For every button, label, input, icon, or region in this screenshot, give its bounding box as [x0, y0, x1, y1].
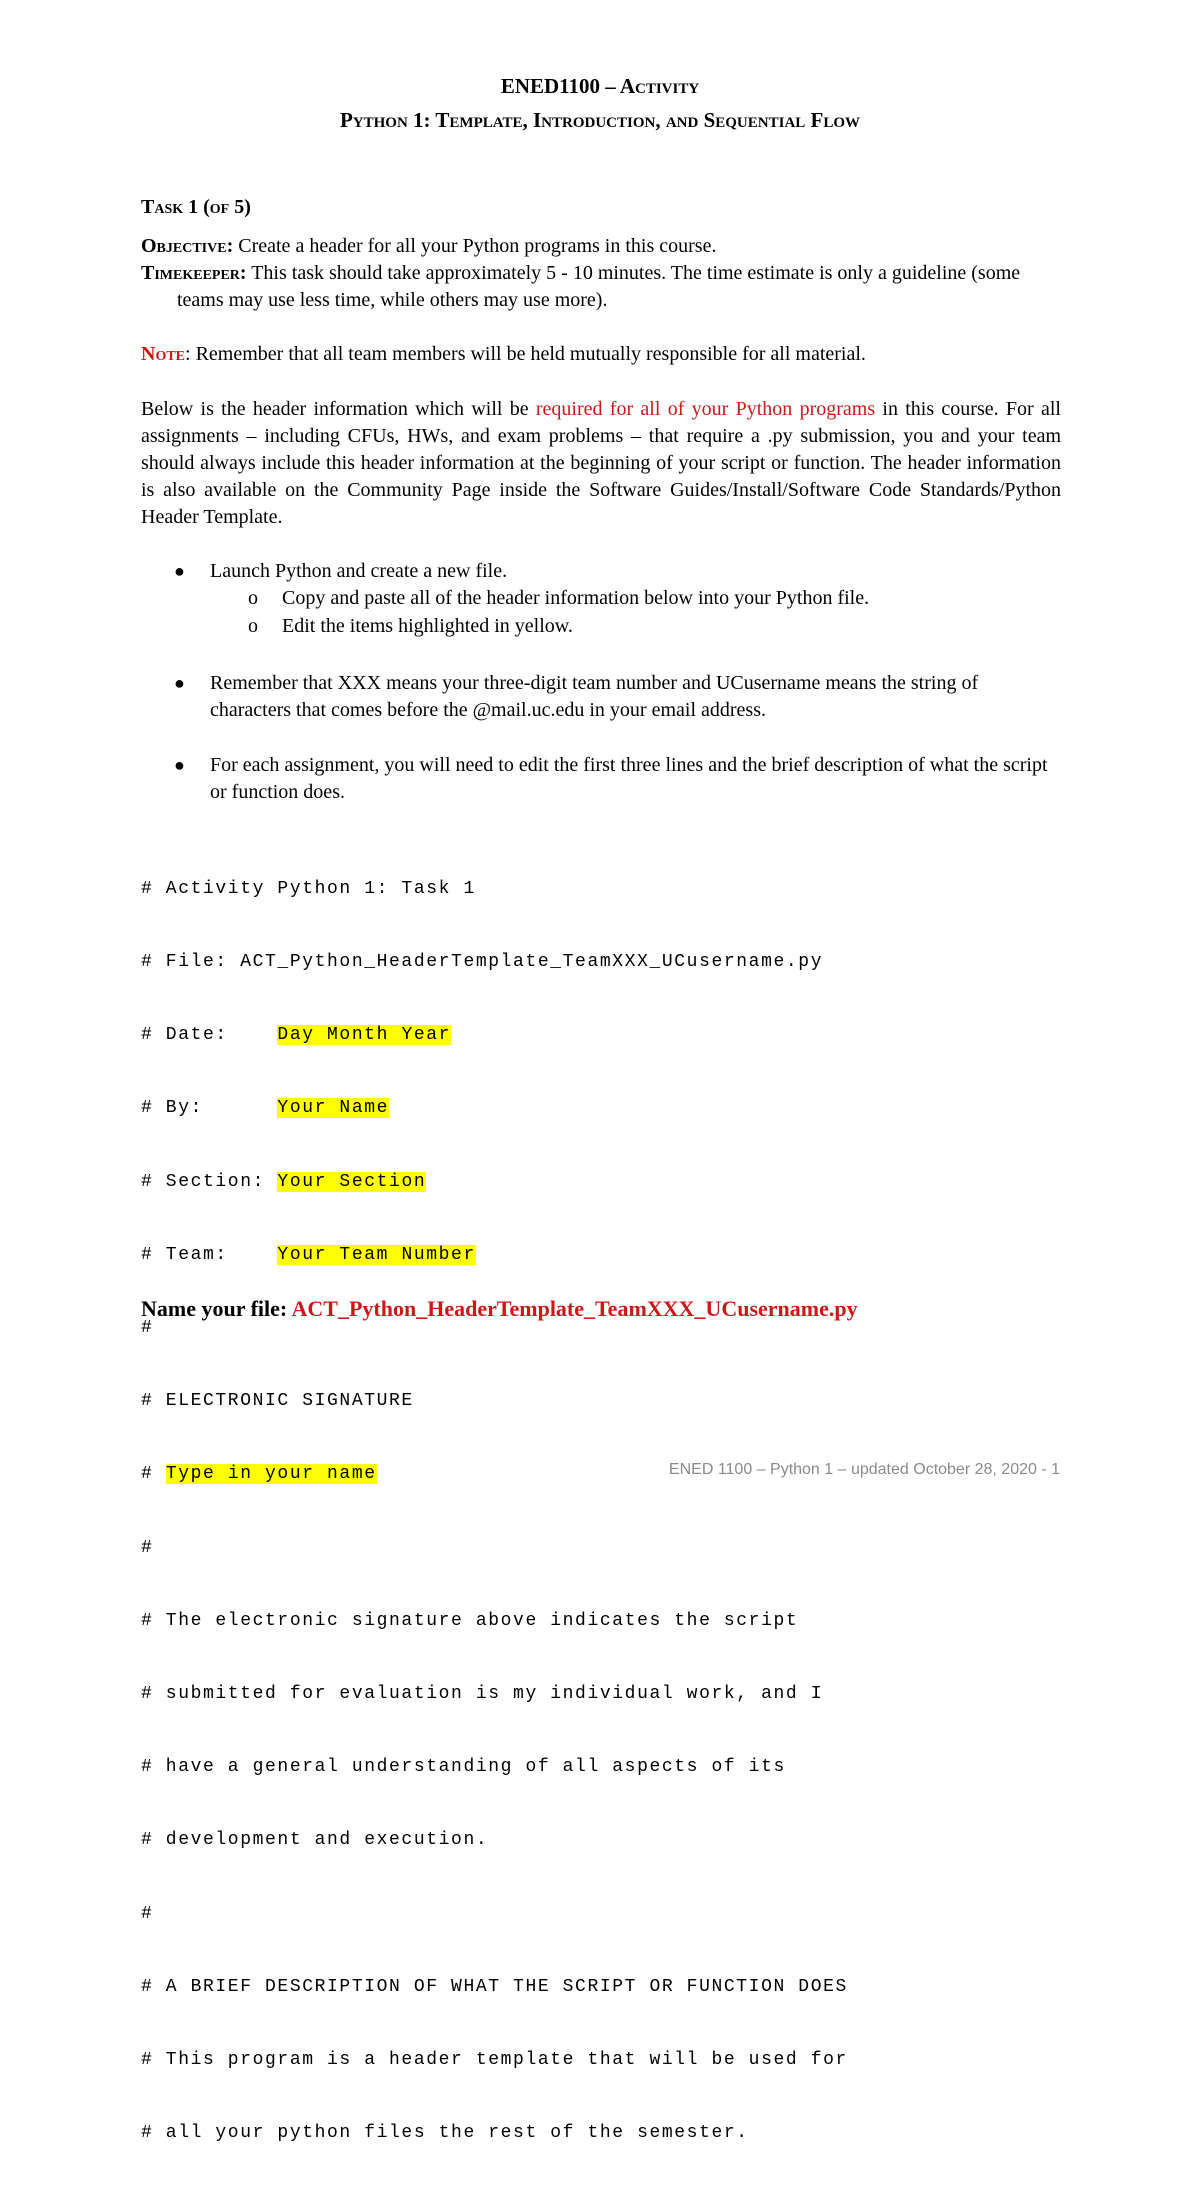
timekeeper-paragraph	[141, 260, 1061, 314]
code-line: # submitted for evaluation is my individual work, and I	[141, 1684, 824, 1705]
objective-label: Objective:	[141, 235, 234, 257]
intro-paragraph	[141, 396, 1061, 531]
bullet-dot-icon: ●	[174, 755, 185, 775]
code-line: # all your python files the rest of the semester.	[141, 2123, 749, 2144]
code-line	[141, 1096, 848, 1120]
bullet-launch: Launch Python and create a new file.	[210, 560, 508, 582]
bullet-each-assignment: For each assignment, you will need to edit the first three lines and the brief description of what the script or function does.	[210, 754, 1048, 803]
bullet-remember: Remember that XXX means your three-digit team number and UCusername means the string of characters that comes before the @mail.uc.edu in your email address.	[210, 672, 979, 721]
document-subtitle: Python 1: Template, Introduction, and Sequential Flow	[339, 108, 861, 132]
highlight-date: Day Month Year	[277, 1025, 452, 1046]
code-line: # File: ACT_Python_HeaderTemplate_TeamXXX_UCusername.py	[141, 952, 824, 973]
code-label: # Section:	[141, 1171, 278, 1192]
code-label: # Date:	[141, 1025, 278, 1046]
code-label: #	[141, 1464, 166, 1485]
task-heading: Task 1 (of 5)	[141, 196, 251, 218]
code-line: # A BRIEF DESCRIPTION OF WHAT THE SCRIPT OR FUNCTION DOES	[141, 1976, 848, 1997]
highlight-name: Your Name	[277, 1098, 390, 1119]
highlight-signature: Type in your name	[165, 1464, 377, 1485]
code-label: # Team:	[141, 1244, 278, 1265]
code-line: # development and execution.	[141, 1830, 489, 1851]
code-line: # Activity Python 1: Task 1	[141, 878, 476, 899]
name-your-file	[141, 1296, 858, 1322]
page-footer: ENED 1100 – Python 1 – updated October 28, 2020 - 1	[668, 1461, 1060, 1478]
code-line: # This program is a header template that will be used for	[141, 2050, 848, 2071]
bullet-dot-icon: ●	[174, 673, 185, 693]
header-template-code	[141, 828, 848, 2194]
sub-bullet-copy: Copy and paste all of the header information below into your Python file.	[282, 587, 870, 609]
code-line: # The electronic signature above indicates the script	[141, 1610, 799, 1631]
document-title: ENED1100 – Activity	[500, 74, 700, 98]
timekeeper-label: Timekeeper:	[141, 262, 247, 284]
note-text: : Remember that all team members will be held mutually responsible for all material.	[185, 343, 866, 365]
code-line	[141, 1243, 848, 1267]
code-line: # have a general understanding of all aspects of its	[141, 1757, 786, 1778]
code-line: #	[141, 1903, 154, 1924]
highlight-section: Your Section	[277, 1171, 427, 1192]
name-file-filename: ACT_Python_HeaderTemplate_TeamXXX_UCusername.py	[291, 1296, 858, 1321]
highlight-team: Your Team Number	[277, 1244, 476, 1265]
sub-bullet-edit: Edit the items highlighted in yellow.	[282, 615, 573, 637]
objective-text: Create a header for all your Python programs in this course.	[233, 235, 717, 257]
name-file-label: Name your file:	[141, 1296, 292, 1321]
sub-bullet-marker: o	[248, 587, 258, 609]
code-line: #	[141, 1318, 154, 1339]
bullet-dot-icon: ●	[174, 561, 185, 581]
code-line: # ELECTRONIC SIGNATURE	[141, 1391, 414, 1412]
intro-text-1: Below is the header information which will be	[141, 398, 536, 420]
note-line	[141, 341, 866, 368]
note-label: Note	[141, 343, 186, 365]
code-line	[141, 1023, 848, 1047]
code-line	[141, 1170, 848, 1194]
timekeeper-text: This task should take approximately 5 - 10 minutes. The time estimate is only a guideline (some teams may use less time, while others may use more).	[177, 262, 1021, 311]
intro-text-required: required for all of your Python programs	[535, 398, 876, 420]
sub-bullet-marker: o	[248, 615, 258, 637]
intro-text-2: in this course. For all assignments – including CFUs, HWs, and exam problems – that require a .py submission, you and your team should always include this header information at the beginning of your script or function. The header information is also available on the Community Page inside the Software Guides/Install/Software Code Standards/Python Header Template.	[141, 398, 1061, 528]
objective-line	[141, 233, 716, 260]
code-line: #	[141, 1537, 154, 1558]
code-label: # By:	[141, 1098, 278, 1119]
